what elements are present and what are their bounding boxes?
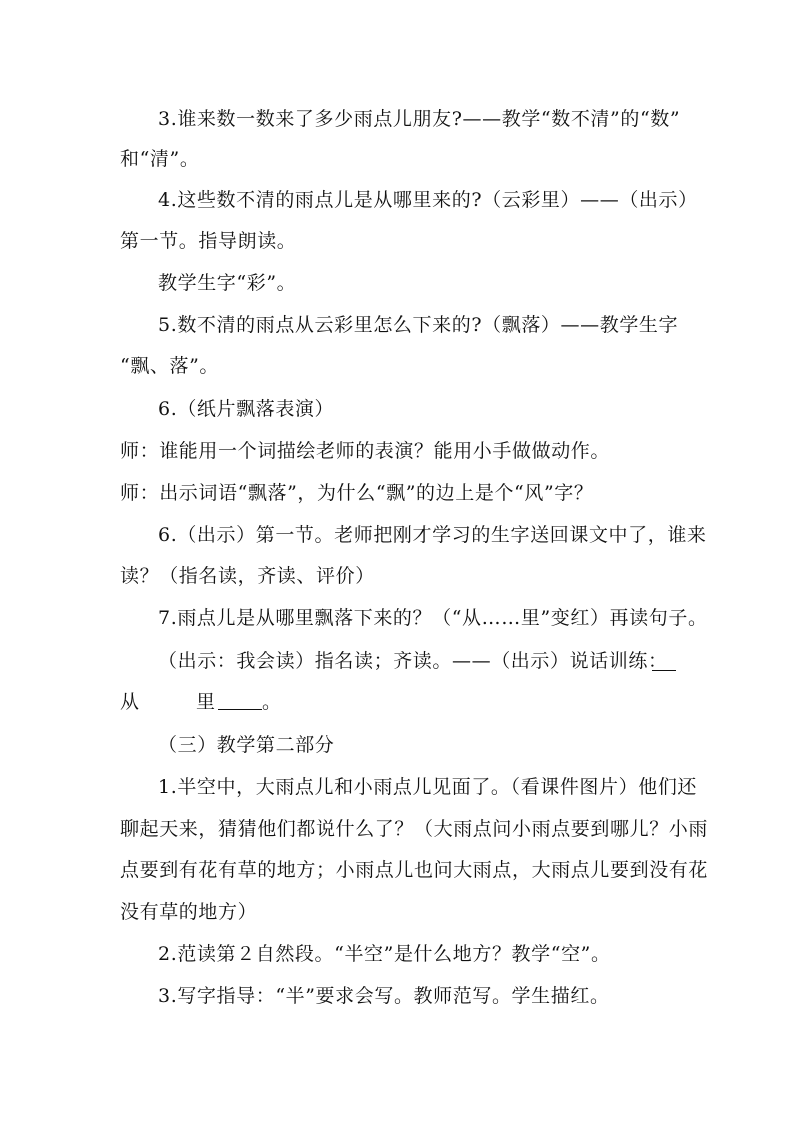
paragraph-line: 7.雨点儿是从哪里飘落下来的？（“从……里”变红）再读句子。: [158, 607, 708, 629]
paragraph-line: 。: [262, 691, 282, 713]
paragraph-line: 里: [196, 691, 216, 713]
paragraph-line: 1.半空中，大雨点儿和小雨点儿见面了。（看课件图片）他们还: [158, 776, 698, 798]
paragraph-line: 师：谁能用一个词描绘老师的表演？能用小手做做动作。: [120, 440, 611, 462]
paragraph-line: 聊起天来，猜猜他们都说什么了？（大雨点问小雨点要到哪儿？小雨: [120, 818, 709, 840]
paragraph-line: 2.范读第２自然段。“半空”是什么地方？教学“空”。: [158, 943, 611, 965]
paragraph-line: “飘、落”。: [120, 355, 220, 377]
paragraph-line: 从: [120, 691, 140, 713]
paragraph-line: 师：出示词语“飘落”，为什么“飘”的边上是个“风”字？: [120, 482, 594, 504]
fill-blank: [652, 652, 676, 671]
fill-blank: [218, 691, 262, 710]
paragraph-line: 3.写字指导：“半”要求会写。教师范写。学生描红。: [158, 985, 610, 1007]
paragraph-line: 6.（出示）第一节。老师把刚才学习的生字送回课文中了，谁来: [158, 524, 707, 546]
paragraph-line: 和“清”。: [120, 148, 200, 170]
paragraph-line: 5.数不清的雨点从云彩里怎么下来的?（飘落）——教学生字: [158, 314, 679, 336]
paragraph-line: 没有草的地方）: [120, 901, 258, 923]
paragraph-line: 3.谁来数一数来了多少雨点儿朋友?——教学“数不清”的“数”: [158, 108, 681, 130]
section-heading: （三）教学第二部分: [158, 734, 335, 756]
paragraph-line: 4.这些数不清的雨点儿是从哪里来的?（云彩里）——（出示）: [158, 189, 698, 211]
paragraph-line: 读？（指名读，齐读、评价）: [120, 565, 375, 587]
paragraph-line: 教学生字“彩”。: [158, 272, 297, 294]
paragraph-line: （出示：我会读）指名读；齐读。——（出示）说话训练：: [158, 650, 668, 672]
paragraph-line: 6.（纸片飘落表演）: [158, 398, 335, 420]
paragraph-line: 点要到有花有草的地方；小雨点儿也问大雨点，大雨点儿要到没有花: [120, 859, 709, 881]
paragraph-line: 第一节。指导朗读。: [120, 230, 297, 252]
